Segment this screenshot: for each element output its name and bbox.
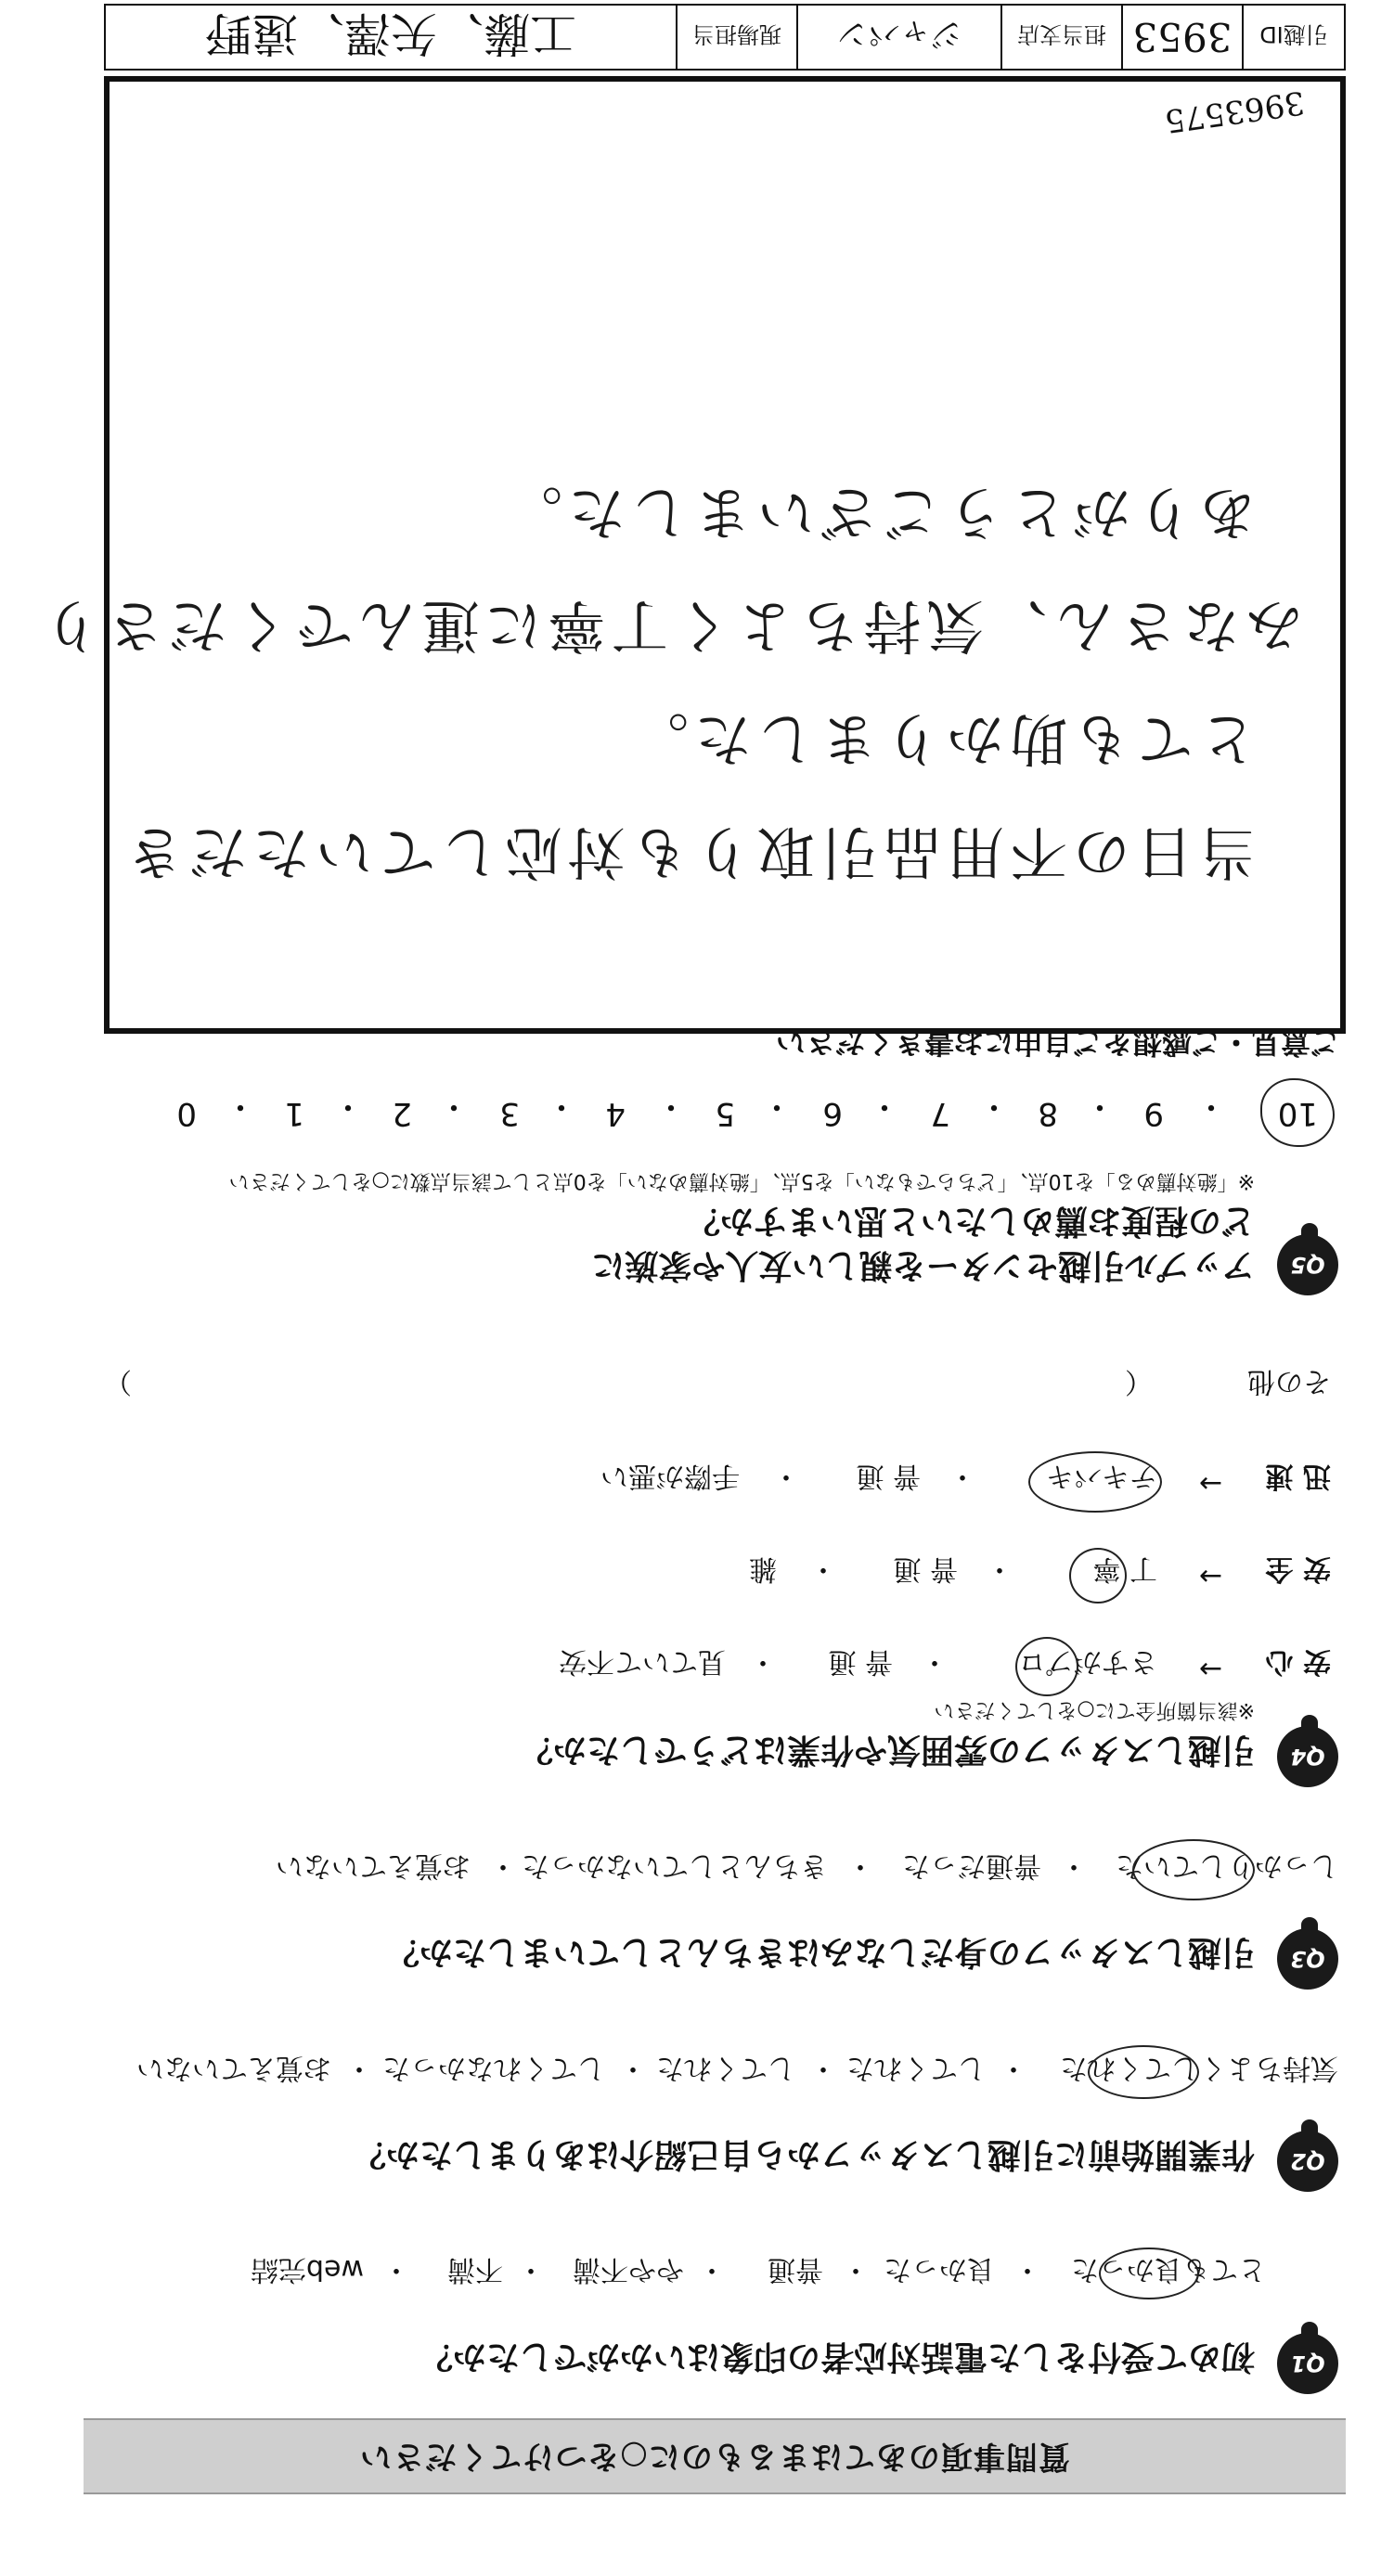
q4-row-speed-label: 迅 速 <box>1265 1460 1331 1492</box>
q1-option-dissatisfied[interactable]: 不満 <box>447 2253 503 2286</box>
separator: ・ <box>809 2052 837 2084</box>
q5-score-2[interactable]: 2 <box>392 1095 412 1132</box>
separator: ・ <box>1195 1088 1227 1125</box>
q3-option-not-neat[interactable]: きちんとしていなかった <box>522 1849 828 1882</box>
site-staff-label: 現場担当 <box>676 6 796 69</box>
q4-speed-option-slow[interactable]: 手際が悪い <box>600 1460 740 1492</box>
q4-speed-option-quick[interactable]: テキパキ <box>1046 1460 1157 1492</box>
separator: ・ <box>1013 2253 1041 2286</box>
q5-selection-circle <box>1260 1078 1335 1147</box>
q2-option-did-2[interactable]: してくれた <box>656 2052 795 2084</box>
q1-selection-circle <box>1099 2248 1199 2299</box>
q5-score-0[interactable]: 0 <box>176 1095 197 1132</box>
q3-option-dont-remember[interactable]: お覚えていない <box>276 1849 471 1882</box>
staff-table <box>104 4 1346 71</box>
q5-badge: Q5 <box>1277 1234 1338 1295</box>
separator: ・ <box>1000 2052 1027 2084</box>
separator: ・ <box>382 2253 410 2286</box>
separator: ・ <box>345 2052 373 2084</box>
branch-value: ジャパン <box>796 6 1000 69</box>
q4-speed-option-normal[interactable]: 普 通 <box>856 1460 921 1492</box>
serial-number: 3963575 <box>1162 83 1308 140</box>
q1-option-web-complete[interactable]: web完結 <box>250 2253 364 2286</box>
q2-option-pleasant[interactable]: 気持ちよくしてくれた <box>1060 2052 1338 2084</box>
q4-other-input[interactable] <box>132 1368 1116 1405</box>
separator: ・ <box>546 1088 577 1125</box>
q1-option-good[interactable]: 良かった <box>884 2253 995 2286</box>
separator: ・ <box>698 2253 726 2286</box>
separator: ・ <box>489 1849 517 1882</box>
q5-question-line2: どの程度お薦めしたいと思いますか？ <box>686 1202 1255 1240</box>
branch-label: 担当支店 <box>1000 6 1121 69</box>
q4-safety-option-careful[interactable]: 丁 寧 <box>1092 1552 1157 1585</box>
separator: ・ <box>842 2253 870 2286</box>
q2-option-dont-remember[interactable]: お覚えていない <box>136 2052 331 2084</box>
q4-note: ※該当箇所全てに○をしてください <box>934 1698 1255 1721</box>
arrow-icon: → <box>1198 1467 1222 1500</box>
separator: ・ <box>655 1088 687 1125</box>
q4-speed-selection-circle <box>1028 1451 1162 1513</box>
q3-option-normal[interactable]: 普通だった <box>902 1849 1041 1882</box>
comment-box[interactable] <box>37 76 1346 1034</box>
q4-badge: Q4 <box>1277 1726 1338 1787</box>
separator: ・ <box>619 2052 647 2084</box>
separator: ・ <box>809 1552 837 1585</box>
separator: ・ <box>761 1088 793 1125</box>
separator: ・ <box>846 1849 874 1882</box>
q5-score-5[interactable]: 5 <box>715 1095 735 1132</box>
arrow-icon: → <box>1198 1560 1222 1592</box>
q3-option-neat[interactable]: しっかりしていた <box>1116 1849 1338 1882</box>
separator: ・ <box>517 2253 545 2286</box>
separator: ・ <box>921 1645 949 1678</box>
q4-relief-option-pro[interactable]: さすがプロ <box>1018 1645 1157 1678</box>
comment-line-2: とても助かりました。 <box>625 705 1257 773</box>
q4-safety-option-rough[interactable]: 雑 <box>749 1552 777 1585</box>
q3-question: 引越しスタッフの身だしなみはきちんとしていましたか？ <box>385 1933 1255 1971</box>
q4-relief-option-normal[interactable]: 普 通 <box>828 1645 893 1678</box>
q5-question-line1: アップル引越センターを親しい友人や家族に <box>591 1246 1255 1284</box>
separator: ・ <box>438 1088 470 1125</box>
site-staff-value: 工藤、矢澤、遠野 <box>205 6 576 60</box>
q2-selection-circle <box>1088 2045 1199 2099</box>
move-id-label: 引越ID <box>1242 6 1344 69</box>
q5-score-8[interactable]: 8 <box>1038 1095 1058 1132</box>
q3-badge: Q3 <box>1277 1928 1338 1990</box>
q4-other-label: その他 <box>1247 1365 1331 1397</box>
separator: ・ <box>749 1645 777 1678</box>
q5-score-10[interactable]: 10 <box>1277 1095 1318 1132</box>
q2-option-did-not[interactable]: してくれなかった <box>382 2052 605 2084</box>
q4-relief-option-anxious[interactable]: 見ていて不安 <box>559 1645 726 1678</box>
q2-badge: Q2 <box>1277 2131 1338 2192</box>
separator: ・ <box>1084 1088 1116 1125</box>
separator: ・ <box>1060 1849 1088 1882</box>
q1-option-normal[interactable]: 普通 <box>768 2253 823 2286</box>
instructions-text: 質問事項のあてはまるものに○をつけてください <box>359 2438 1070 2475</box>
arrow-icon: → <box>1198 1653 1222 1685</box>
q4-row-relief-label: 安 心 <box>1265 1645 1331 1678</box>
comment-line-4: ありがとうございました。 <box>498 479 1257 547</box>
q4-other-open-paren: （ <box>1125 1365 1153 1397</box>
separator: ・ <box>225 1088 256 1125</box>
q5-score-1[interactable]: 1 <box>284 1095 304 1132</box>
q4-safety-option-normal[interactable]: 普 通 <box>893 1552 958 1585</box>
q5-score-6[interactable]: 6 <box>822 1095 843 1132</box>
separator: ・ <box>986 1552 1013 1585</box>
q2-option-did[interactable]: してくれた <box>846 2052 986 2084</box>
comment-line-1: 当日の不用品引取りも対応していただき <box>120 818 1257 886</box>
q4-question: 引越しスタッフの雰囲気や作業はどうでしたか？ <box>519 1731 1255 1769</box>
q5-score-9[interactable]: 9 <box>1143 1095 1164 1132</box>
q5-score-3[interactable]: 3 <box>499 1095 520 1132</box>
separator: ・ <box>978 1088 1010 1125</box>
q3-selection-circle <box>1132 1839 1255 1900</box>
q1-option-very-good[interactable]: とても良かった <box>1071 2253 1266 2286</box>
q2-question: 作業開始前に引越しスタッフから自己紹介はありましたか？ <box>352 2135 1255 2173</box>
separator: ・ <box>949 1460 976 1492</box>
q5-note: ※「絶対薦める」を10点、「どちらでもない」を5点、「絶対薦めない」を0点として該当点数に○をしてください <box>228 1169 1255 1192</box>
q5-score-7[interactable]: 7 <box>930 1095 950 1132</box>
q4-row-safety-label: 安 全 <box>1265 1552 1331 1585</box>
separator: ・ <box>869 1088 900 1125</box>
q1-option-slightly-dissatisfied[interactable]: やや不満 <box>573 2253 684 2286</box>
comment-label: ご意見・ご感想をご自由にお書きください <box>775 1024 1340 1060</box>
comment-line-3: みなさん、気持ちよく丁寧に運んでくださり <box>37 592 1303 660</box>
move-id-value: 3953 <box>1121 6 1242 69</box>
q4-other-close-paren: ） <box>104 1365 132 1397</box>
instructions-header <box>84 2418 1346 2494</box>
q4-relief-selection-circle <box>1015 1637 1078 1696</box>
q1-badge: Q1 <box>1277 2333 1338 2394</box>
q4-safety-selection-circle <box>1069 1548 1127 1604</box>
q5-score-4[interactable]: 4 <box>605 1095 626 1132</box>
separator: ・ <box>332 1088 364 1125</box>
q1-question: 初めて受付をした電話対応者の印象はいかがでしたか？ <box>419 2338 1255 2376</box>
separator: ・ <box>772 1460 800 1492</box>
